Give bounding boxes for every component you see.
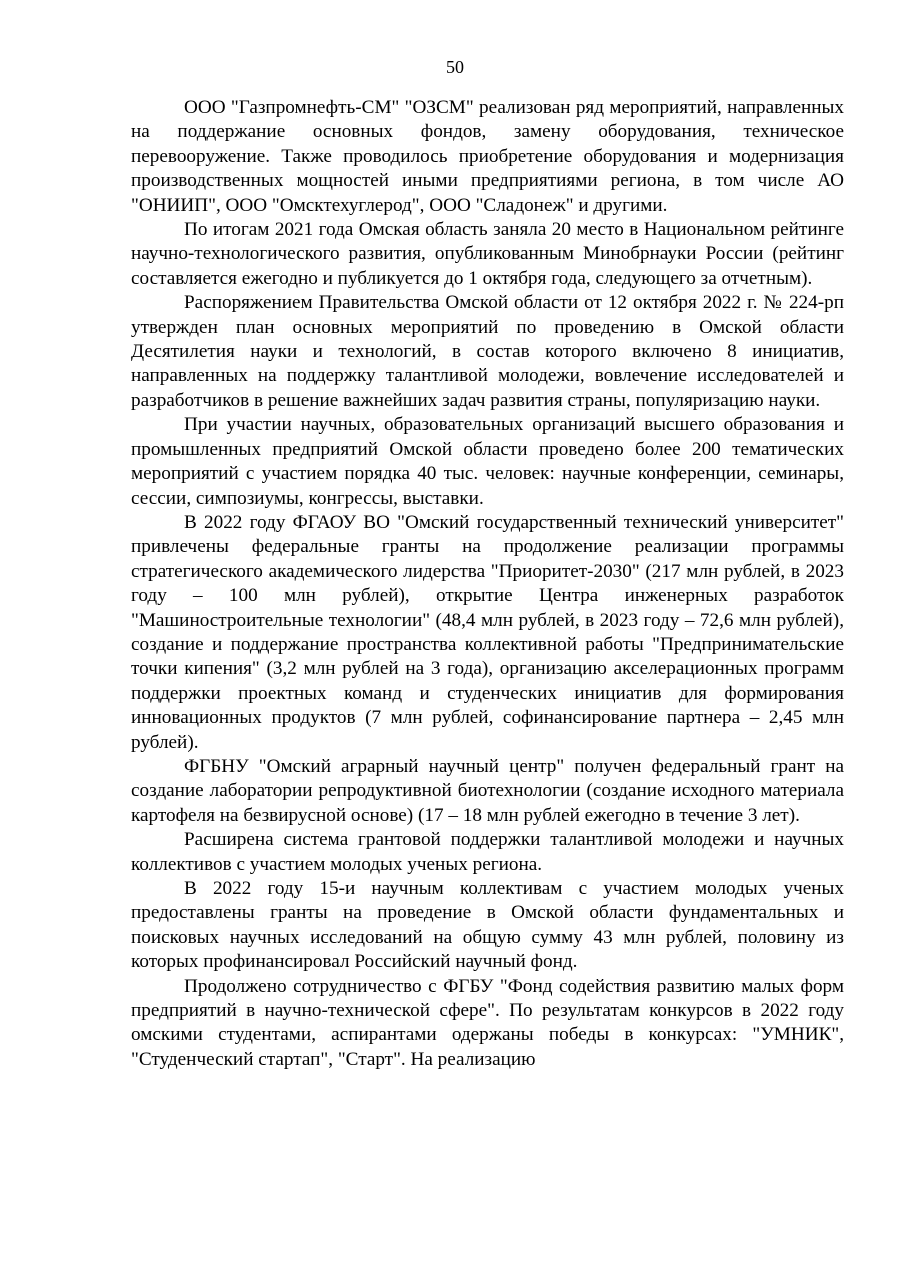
paragraph-1: ООО "Газпромнефть-СМ" "ОЗСМ" реализован ряд мероприятий, направленных на поддержание основных фондов, замену оборудования, техническое перевооружение. Также проводилось приобретение оборудования и модернизация производственных мощностей иными предприятиями региона, в том числе АО "ОНИИП", ООО "Омсктехуглерод", ООО "Сладонеж" и другими. <box>131 97 844 216</box>
paragraph-3: Распоряжением Правительства Омской области от 12 октября 2022 г. № 224-рп утвержден план основных мероприятий по проведению в Омской области Десятилетия науки и технологий, в состав которого включено 8 инициатив, направленных на поддержку талантливой молодежи, вовлечение исследователей и разработчиков в решение важнейших задач развития страны, популяризацию науки. <box>131 292 844 411</box>
paragraph-7: Расширена система грантовой поддержки талантливой молодежи и научных коллективов с участием молодых ученых региона. <box>131 829 844 875</box>
paragraph-9: Продолжено сотрудничество с ФГБУ "Фонд содействия развитию малых форм предприятий в научно-технической сфере". По результатам конкурсов в 2022 году омскими студентами, аспирантами одержаны победы в конкурсах: "УМНИК", "Студенческий стартап", "Старт". На реализацию <box>131 975 844 1070</box>
page-number: 50 <box>446 57 464 77</box>
paragraph-4: При участии научных, образовательных организаций высшего образования и промышленных предприятий Омской области проведено более 200 тематических мероприятий с участием порядка 40 тыс. человек: научные конференции, семинары, сессии, симпозиумы, конгрессы, выставки. <box>131 414 844 509</box>
paragraph-2: По итогам 2021 года Омская область заняла 20 место в Национальном рейтинге научно-технологического развития, опубликованным Минобрнауки России (рейтинг составляется ежегодно и публикуется до 1 октября года, следующего за отчетным). <box>131 219 844 289</box>
paragraph-8: В 2022 году 15-и научным коллективам с участием молодых ученых предоставлены гранты на проведение в Омской области фундаментальных и поисковых научных исследований на общую сумму 43 млн рублей, половину из которых профинансировал Российский научный фонд. <box>131 878 844 973</box>
paragraph-6: ФГБНУ "Омский аграрный научный центр" получен федеральный грант на создание лаборатории репродуктивной биотехнологии (создание исходного материала картофеля на безвирусной основе) (17 – 18 млн рублей ежегодно в течение 3 лет). <box>131 755 844 826</box>
page-body <box>131 96 844 1072</box>
paragraph-5: В 2022 году ФГАОУ ВО "Омский государственный технический университет" привлечены федеральные гранты на продолжение реализации программы стратегического академического лидерства "Приоритет-2030" (217 млн рублей, в 2023 году – 100 млн рублей), открытие Центра инженерных разработок "Машиностроительные технологии" (48,4 млн рублей, в 2023 году – 72,6 млн рублей), создание и поддержание пространства коллективной работы "Предпринимательские точки кипения" (3,2 млн рублей на 3 года), организацию акселерационных программ поддержки проектных команд и студенческих инициатив для формирования инновационных продуктов (7 млн рублей, софинансирование партнера – 2,45 млн рублей). <box>131 511 844 753</box>
